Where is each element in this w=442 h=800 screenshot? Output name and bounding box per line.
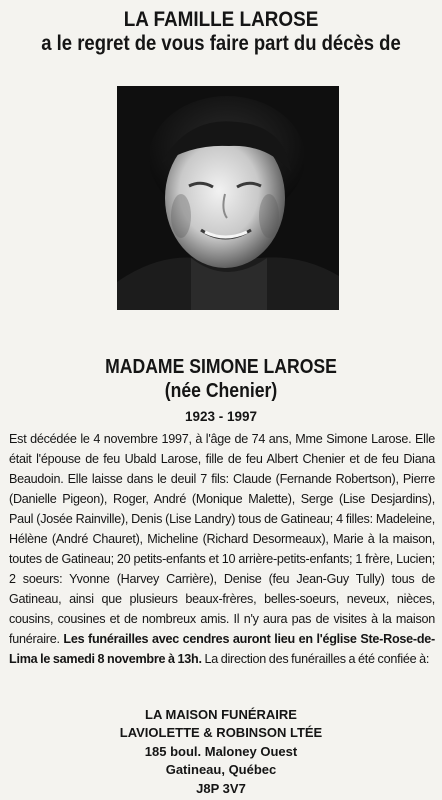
obituary-text: [9, 429, 435, 669]
announcement-line: a le regret de vous faire part du décès de: [41, 32, 401, 55]
life-years: 1923 - 1997: [184, 409, 258, 424]
funeral-home-city: Gatineau, Québec: [165, 762, 277, 778]
family-heading: LA FAMILLE LAROSE: [123, 8, 319, 31]
funeral-home-address: 185 boul. Maloney Ouest: [144, 743, 298, 759]
funeral-home-block: [0, 706, 442, 798]
funeral-home-line1: LA MAISON FUNÉRAIRE: [145, 707, 297, 722]
obituary-closing: La direction des funérailles a été confiée à:: [204, 652, 430, 666]
maiden-name: (née Chenier): [164, 380, 278, 402]
funeral-home-line2: LAVIOLETTE & ROBINSON LTÉE: [119, 725, 323, 741]
funeral-home-postal-code: J8P 3V7: [196, 780, 246, 796]
obituary-paragraph: Est décédée le 4 novembre 1997, à l'âge de 74 ans, Mme Simone Larose. Elle était l'épouse de feu Ubald Larose, fille de feu Albert Chenier et de feu Diana Beaudoin. Elle laisse dans le deuil 7 fils: Claude (Fernande Robertson), Pierre (Danielle Pigeon), Roger, André (Monique Malette), Serge (Lise Desjardins), Paul (Josée Rainville), Denis (Lise Landry) tous de Gatineau; 4 filles: Madeleine, Hélène (André Chauret), Micheline (Richard Desormeaux), Marie à la maison, toutes de Gatineau; 20 petits-enfants et 10 arrière-petits-enfants; 1 frère, Lucien; 2 soeurs: Yvonne (Harvey Carrière), Denise (feu Jean-Guy Tully) tous de Gatineau, ainsi que plusieurs beaux-frères, belles-soeurs, neveux, nièces, cousins, cousines et de nombreux amis. Il n'y aura pas de visites à la maison funéraire.: [9, 432, 435, 646]
portrait-photo: [117, 86, 339, 310]
deceased-name: MADAME SIMONE LAROSE: [105, 356, 337, 378]
funeral-details: Les funérailles avec cendres auront lieu en l'église Ste-Rose-de-Lima le samedi 8 novembre à 13h.: [9, 632, 436, 666]
